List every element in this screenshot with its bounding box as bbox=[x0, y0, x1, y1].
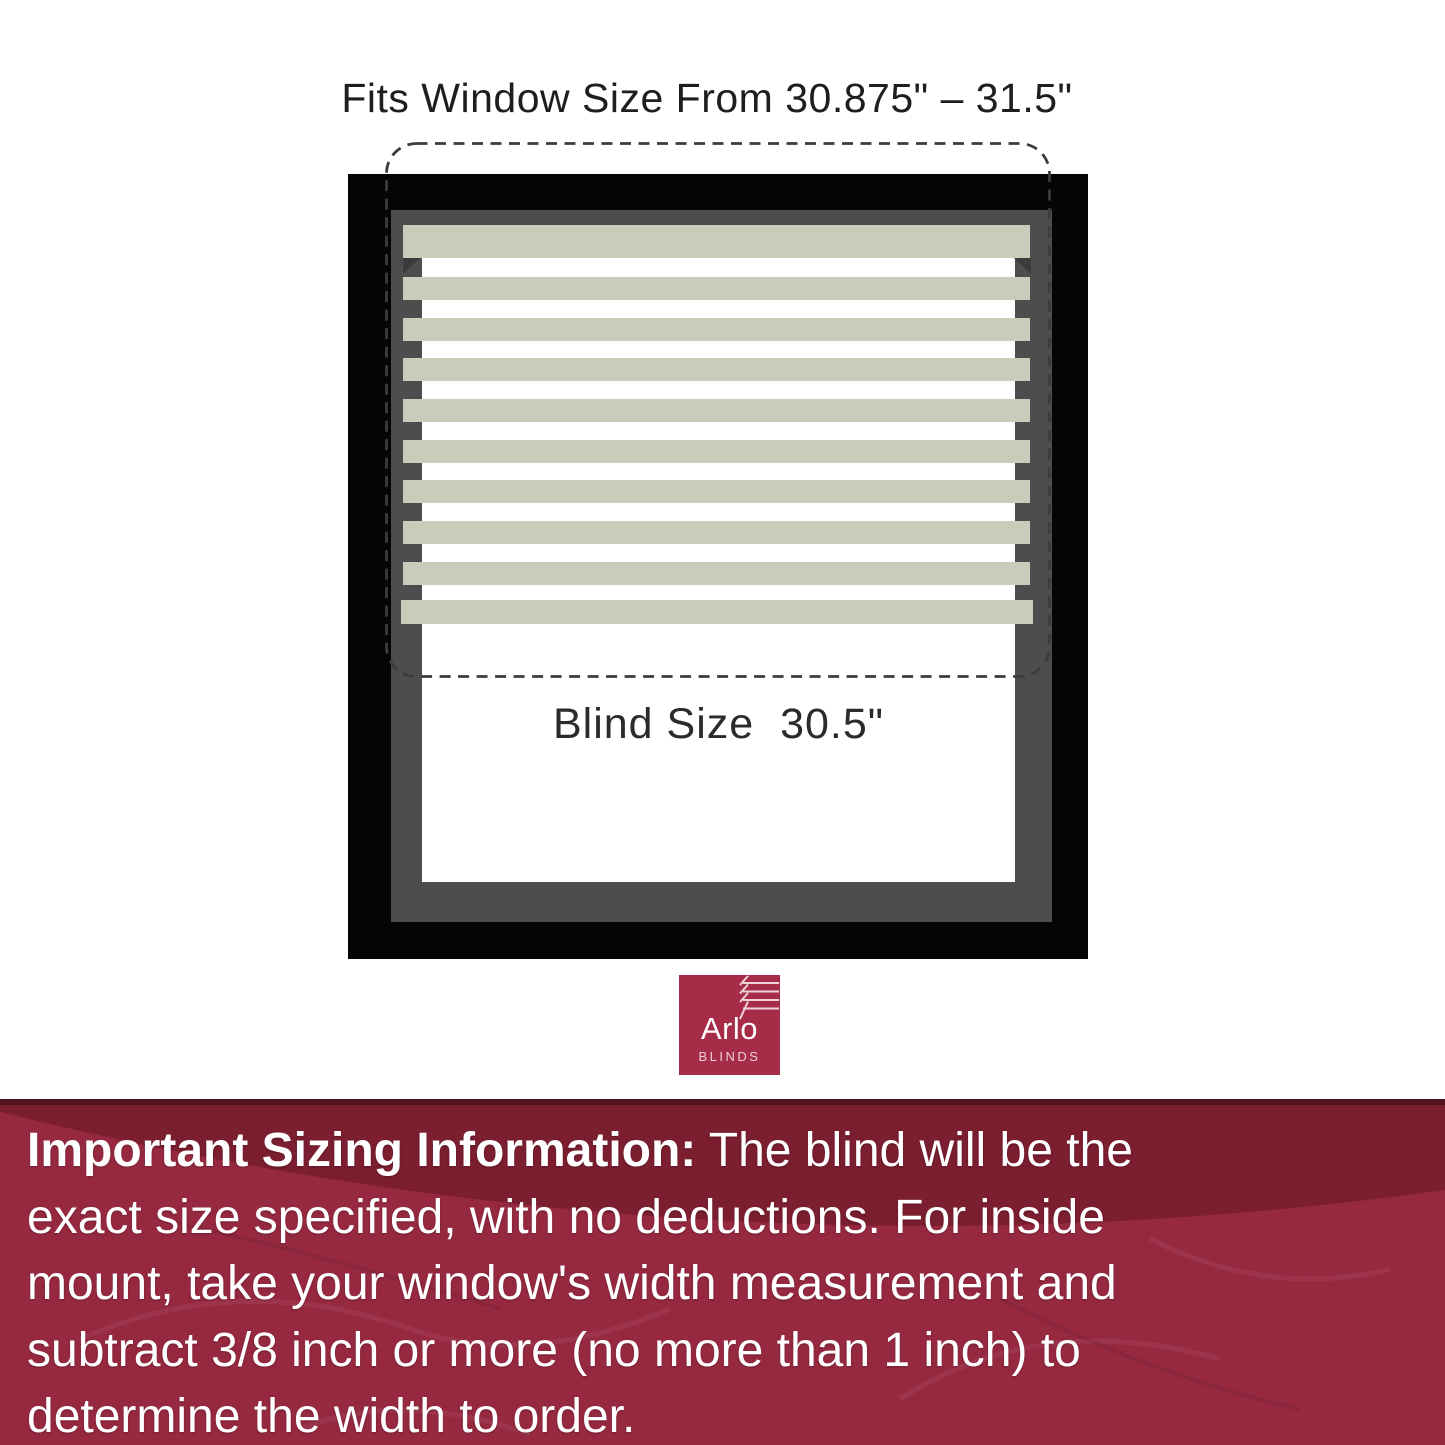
sizing-info-line: exact size specified, with no deductions. For inside bbox=[27, 1190, 1105, 1244]
sizing-info-heading: Important Sizing Information: bbox=[27, 1124, 697, 1177]
sizing-info-text bbox=[27, 1118, 1427, 1445]
sizing-info-line: determine the width to order. bbox=[27, 1390, 636, 1443]
logo-name: Arlo bbox=[700, 1011, 759, 1046]
logo-wordmark: BLINDS bbox=[698, 1049, 761, 1064]
window-opening bbox=[422, 247, 1015, 882]
window-inner-frame bbox=[391, 210, 1052, 922]
brand-logo bbox=[679, 975, 780, 1075]
blind-size-label: Blind Size 30.5" bbox=[552, 700, 885, 748]
sizing-info-line: mount, take your window's width measurement and bbox=[27, 1257, 1117, 1310]
sizing-panel bbox=[0, 1099, 1445, 1445]
window-outer-frame bbox=[348, 174, 1088, 959]
sizing-info-line: subtract 3/8 inch or more (no more than 1 inch) to bbox=[27, 1323, 1081, 1377]
page-title: Fits Window Size From 30.875" – 31.5" bbox=[341, 75, 1073, 121]
sizing-info-line: Important Sizing Information: The blind will be the bbox=[27, 1124, 1133, 1177]
